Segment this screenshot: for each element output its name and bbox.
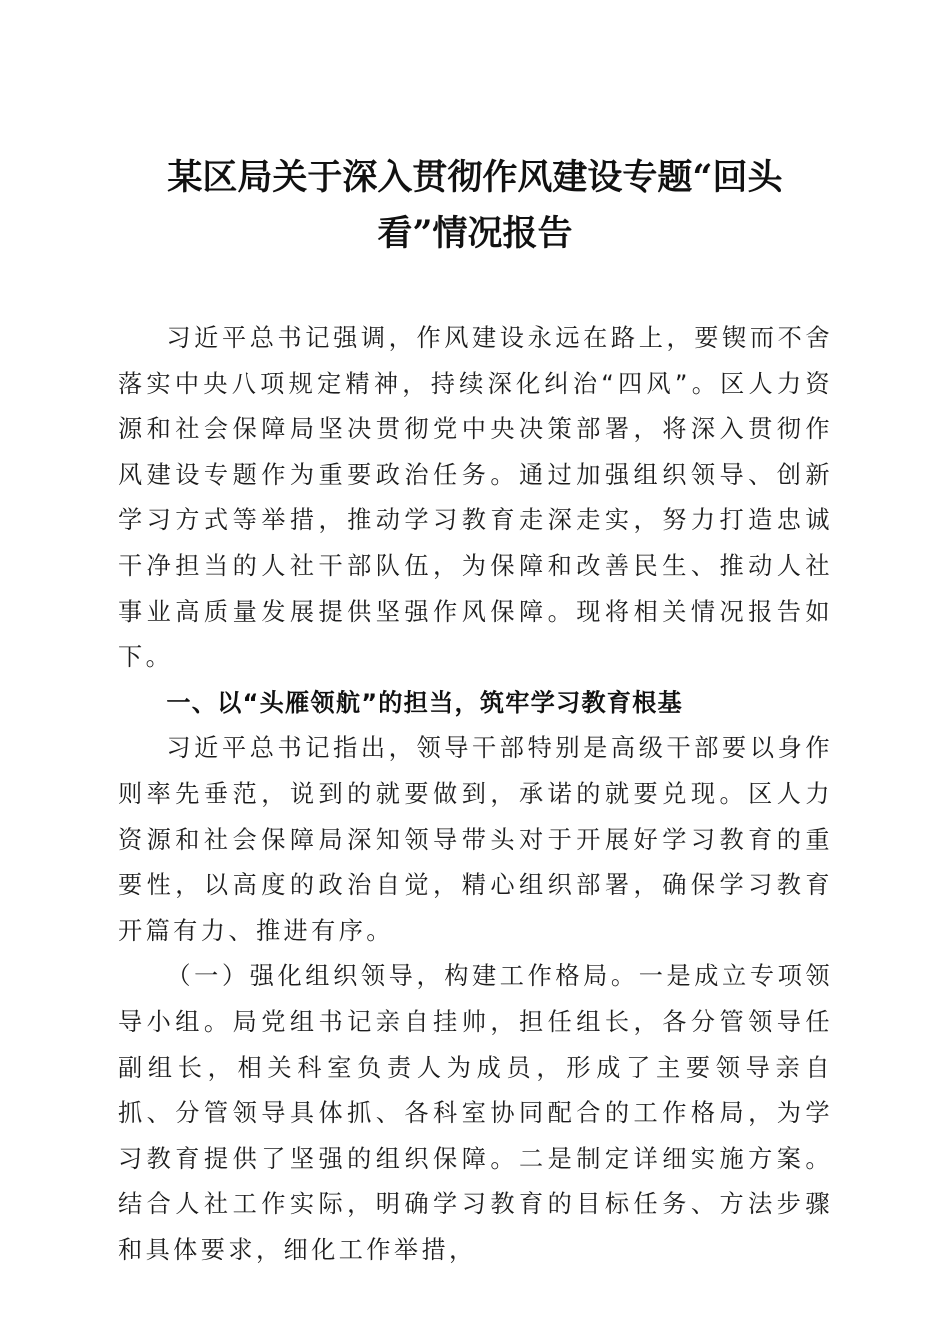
title-line-1: 某区局关于深入贯彻作风建设专题“回头	[167, 157, 783, 198]
section-1-paragraph: 习近平总书记指出，领导干部特别是高级干部要以身作则率先垂范，说到的就要做到，承诺的就要兑现。区人力资源和社会保障局深知领导带头对于开展好学习教育的重要性，以高度的政治自觉，精心组织部署，确保学习教育开篇有力、推进有序。	[118, 734, 833, 945]
intro-paragraph: 习近平总书记强调，作风建设永远在路上，要锲而不舍落实中央八项规定精神，持续深化纠治“四风”。区人力资源和社会保障局坚决贯彻党中央决策部署，将深入贯彻作风建设专题作为重要政治任务。通过加强组织领导、创新学习方式等举措，推动学习教育走深走实，努力打造忠诚干净担当的人社干部队伍，为保障和改善民生、推动人社事业高质量发展提供坚强作风保障。现将相关情况报告如下。	[118, 324, 833, 672]
title-line-2: 看”情况报告	[377, 213, 573, 254]
document-title	[110, 150, 840, 262]
section-1-heading: 一、以“头雁领航”的担当，筑牢学习教育根基	[166, 688, 683, 717]
document-body	[118, 316, 833, 1273]
subsection-1-paragraph: （一）强化组织领导，构建工作格局。一是成立专项领导小组。局党组书记亲自挂帅，担任组长，各分管领导任副组长，相关科室负责人为成员，形成了主要领导亲自抓、分管领导具体抓、各科室协同配合的工作格局，为学习教育提供了坚强的组织保障。二是制定详细实施方案。结合人社工作实际，明确学习教育的目标任务、方法步骤和具体要求，细化工作举措，	[118, 962, 833, 1264]
